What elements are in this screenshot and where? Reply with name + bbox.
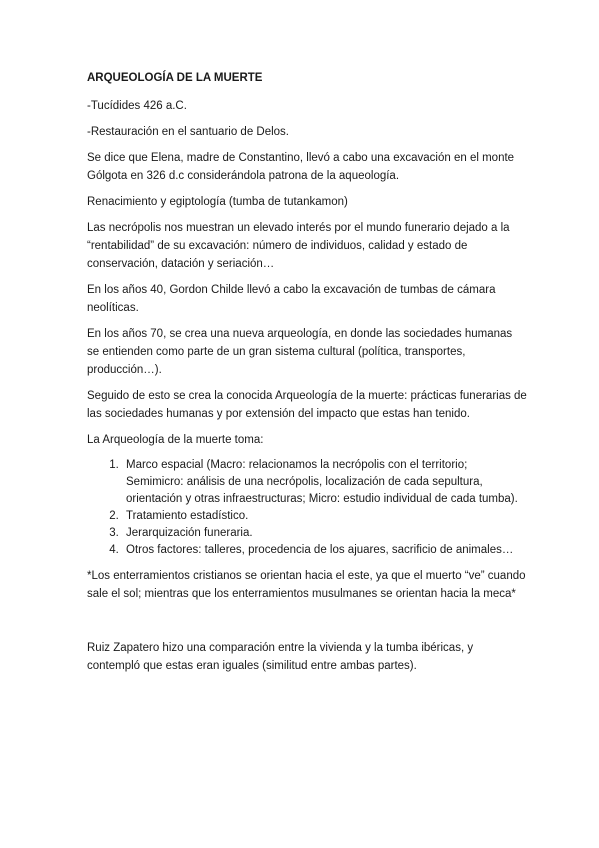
numbered-list — [87, 457, 527, 559]
list-item: 1. Marco espacial (Macro: relacionamos la necrópolis con el territorio; Semimicro: análisis de una necrópolis, localización de cada sepultura, orientación y otras infraestructuras; Micro: estudio individual de cada tumba). — [122, 457, 527, 508]
paragraph-childe: En los años 40, Gordon Childe llevó a cabo la excavación de tumbas de cámara neolíticas. — [87, 284, 496, 314]
paragraph-note: *Los enterramientos cristianos se orientan hacia el este, ya que el muerto “ve” cuando sale el sol; mientras que los enterramientos musulmanes se orientan hacia la meca* — [87, 570, 526, 600]
list-item: 4. Otros factores: talleres, procedencia de los ajuares, sacrificio de animales… — [122, 542, 527, 559]
paragraph-list-intro: La Arqueología de la muerte toma: — [87, 434, 264, 446]
paragraph-renacimiento: Renacimiento y egiptología (tumba de tutankamon) — [87, 196, 348, 208]
paragraph-ruiz-zapatero: Ruiz Zapatero hizo una comparación entre la vivienda y la tumba ibéricas, y contempló que estas eran iguales (similitud entre ambas partes). — [87, 642, 474, 672]
paragraph-nueva-arqueologia: En los años 70, se crea una nueva arqueología, en donde las sociedades humanas se entienden como parte de un gran sistema cultural (política, transportes, producción…). — [87, 328, 513, 376]
document-title: ARQUEOLOGÍA DE LA MUERTE — [87, 72, 263, 84]
paragraph-necropolis: Las necrópolis nos muestran un elevado interés por el mundo funerario dejado a la “rentabilidad” de su excavación: número de individuos, calidad y estado de conservación, datación y seriación… — [87, 222, 510, 270]
paragraph-delos: -Restauración en el santuario de Delos. — [87, 126, 290, 138]
paragraph-arqueologia-muerte: Seguido de esto se crea la conocida Arqueología de la muerte: prácticas funerarias de las sociedades humanas y por extensión del impacto que estas han tenido. — [87, 390, 527, 420]
document-page — [87, 70, 527, 683]
list-item: 2. Tratamiento estadístico. — [122, 508, 527, 525]
paragraph-elena: Se dice que Elena, madre de Constantino, llevó a cabo una excavación en el monte Gólgota en 326 d.c considerándola patrona de la aqueología. — [87, 152, 515, 182]
list-item: 3. Jerarquización funeraria. — [122, 525, 527, 542]
paragraph-tucidides: -Tucídides 426 a.C. — [87, 100, 187, 112]
spacer — [87, 611, 527, 639]
